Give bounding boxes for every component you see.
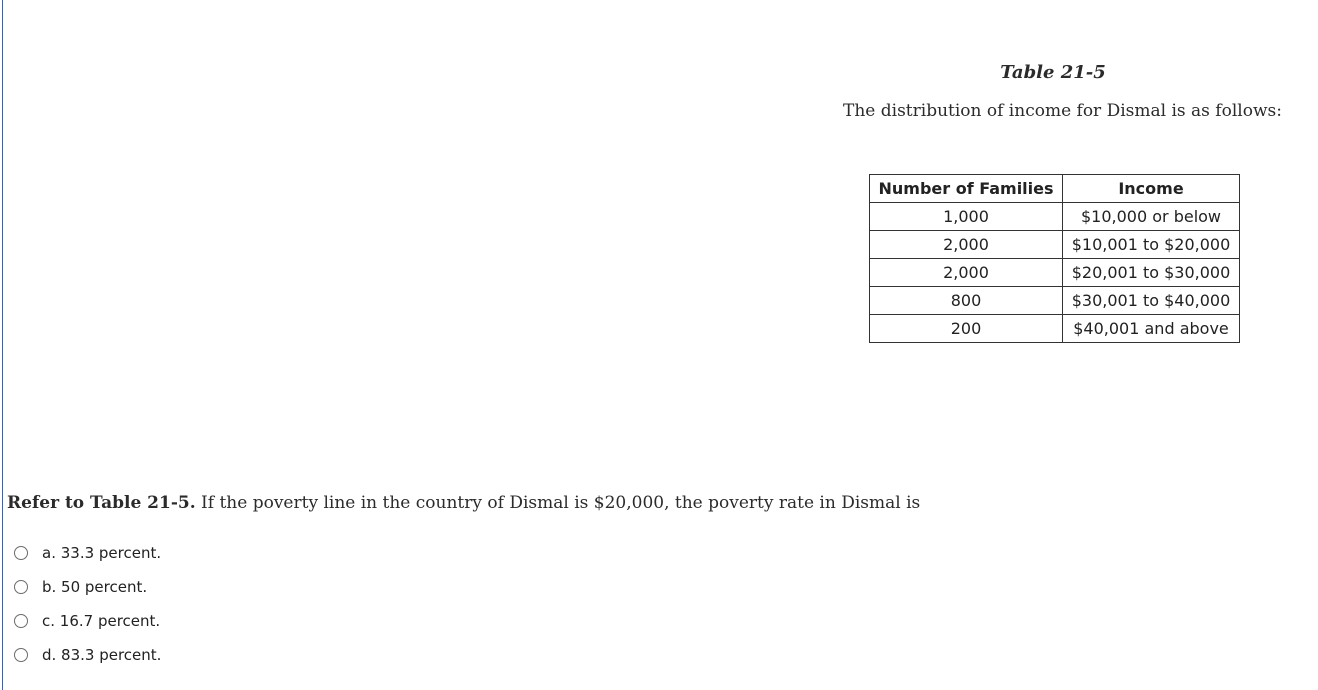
option-b[interactable] [14, 570, 161, 604]
families-cell: 2,000 [870, 259, 1063, 287]
table-row [870, 231, 1240, 259]
income-cell: $10,000 or below [1063, 203, 1240, 231]
option-c[interactable] [14, 604, 161, 638]
families-cell: 800 [870, 287, 1063, 315]
header-number-of-families: Number of Families [870, 175, 1063, 203]
option-d-label[interactable]: d. 83.3 percent. [42, 646, 162, 664]
table-row [870, 287, 1240, 315]
table-row [870, 315, 1240, 343]
income-cell: $40,001 and above [1063, 315, 1240, 343]
radio-button-icon[interactable] [14, 648, 28, 662]
families-cell: 1,000 [870, 203, 1063, 231]
income-distribution-table [869, 174, 1240, 343]
table-header-row [870, 175, 1240, 203]
table-row [870, 203, 1240, 231]
question-reference: Refer to Table 21-5. [7, 493, 196, 513]
option-a[interactable] [14, 536, 161, 570]
income-cell: $10,001 to $20,000 [1063, 231, 1240, 259]
option-b-label[interactable]: b. 50 percent. [42, 578, 148, 596]
radio-button-icon[interactable] [14, 580, 28, 594]
income-cell: $30,001 to $40,000 [1063, 287, 1240, 315]
radio-button-icon[interactable] [14, 614, 28, 628]
table-caption: The distribution of income for Dismal is as follows: [843, 101, 1282, 121]
question-text: If the poverty line in the country of Dismal is $20,000, the poverty rate in Dismal is [195, 493, 921, 513]
header-income: Income [1063, 175, 1240, 203]
table-row [870, 259, 1240, 287]
question-stem [7, 493, 920, 513]
table-title: Table 21-5 [1000, 62, 1106, 83]
radio-button-icon[interactable] [14, 546, 28, 560]
option-c-label[interactable]: c. 16.7 percent. [42, 612, 161, 630]
income-cell: $20,001 to $30,000 [1063, 259, 1240, 287]
families-cell: 2,000 [870, 231, 1063, 259]
option-a-label[interactable]: a. 33.3 percent. [42, 544, 162, 562]
answer-options [14, 536, 161, 672]
option-d[interactable] [14, 638, 161, 672]
left-border-rule [2, 0, 3, 690]
families-cell: 200 [870, 315, 1063, 343]
